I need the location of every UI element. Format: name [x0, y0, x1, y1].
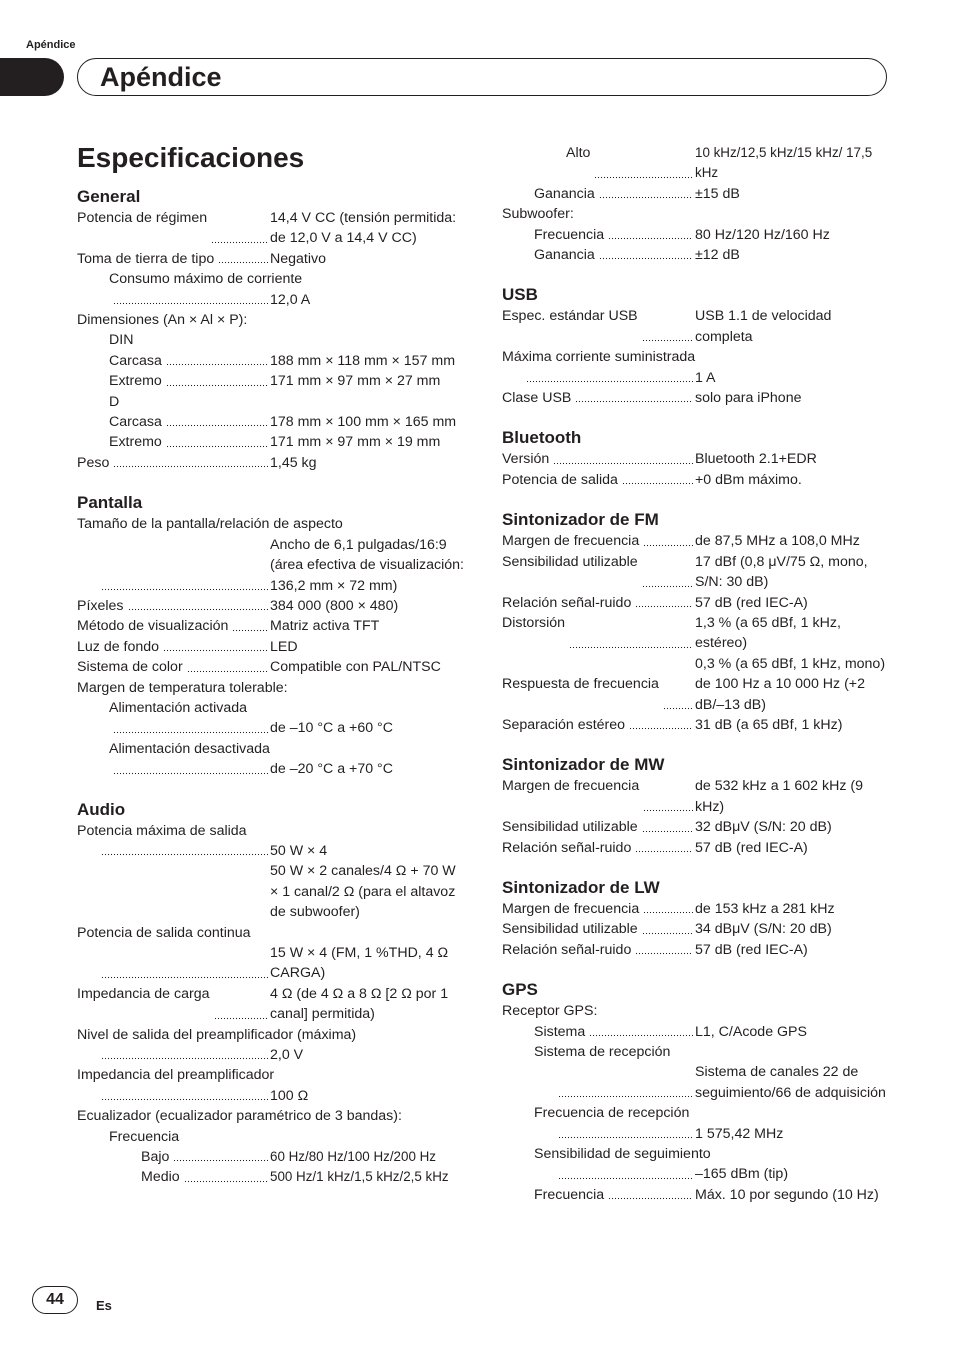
section-fm	[502, 507, 892, 735]
spec-row	[502, 1062, 892, 1103]
spec-label: Bajo	[141, 1149, 170, 1166]
spec-value: 1 575,42 MHz	[695, 1125, 784, 1142]
spec-row	[77, 432, 467, 452]
spec-label: Margen de frecuencia	[502, 778, 640, 795]
spec-row	[77, 1147, 467, 1167]
section-pantalla	[77, 490, 467, 779]
spec-label: Espec. estándar USB	[502, 308, 638, 325]
spec-row	[502, 1164, 892, 1184]
spec-label: Frecuencia	[534, 1186, 605, 1203]
spec-row	[502, 776, 892, 817]
spec-value: ±12 dB	[695, 247, 740, 264]
spec-row	[77, 208, 467, 249]
spec-value: de 87,5 MHz a 108,0 MHz	[695, 533, 860, 550]
section-title-usb: USB	[502, 285, 538, 305]
spec-row	[502, 817, 892, 837]
spec-row	[77, 759, 467, 779]
spec-row	[77, 249, 467, 269]
spec-subheading: Nivel de salida del preamplificador (máxima)	[77, 1026, 357, 1043]
spec-value: de 100 Hz a 10 000 Hz (+2 dB/–13 dB)	[695, 676, 865, 713]
left-column	[77, 184, 467, 1205]
spec-label: Alto	[566, 145, 591, 161]
spec-label: Ganancia	[534, 247, 595, 264]
spec-value: 57 dB (red IEC-A)	[695, 594, 808, 611]
spec-value: 57 dB (red IEC-A)	[695, 839, 808, 856]
spec-label: Clase USB	[502, 390, 572, 407]
spec-label: Extremo	[109, 373, 162, 390]
spec-value: solo para iPhone	[695, 390, 802, 407]
spec-value: 188 mm × 118 mm × 157 mm	[270, 352, 456, 369]
spec-row	[502, 225, 892, 245]
spec-row	[77, 371, 467, 391]
running-head: Apéndice	[26, 39, 76, 51]
spec-row	[502, 1022, 892, 1042]
spec-value: 4 Ω (de 4 Ω a 8 Ω [2 Ω por 1 canal] permitida)	[270, 985, 449, 1023]
spec-value: Bluetooth 2.1+EDR	[695, 451, 817, 468]
spec-row	[77, 861, 467, 922]
spec-label: Peso	[77, 454, 110, 471]
spec-label: Potencia de salida	[502, 471, 618, 488]
spec-label: Relación señal-ruido	[502, 594, 632, 611]
spec-label: Sensibilidad utilizable	[502, 921, 638, 938]
spec-row	[502, 654, 892, 674]
spec-subheading: Margen de temperatura tolerable:	[77, 679, 288, 696]
spec-value: 80 Hz/120 Hz/160 Hz	[695, 226, 830, 243]
section-general	[77, 184, 467, 473]
spec-subheading: Alimentación desactivada	[109, 740, 270, 757]
spec-row	[502, 531, 892, 551]
right-column	[502, 143, 892, 1222]
section-audio	[77, 797, 467, 1188]
spec-value: 17 dBf (0,8 μV/75 Ω, mono, S/N: 30 dB)	[695, 553, 868, 591]
spec-label: Relación señal-ruido	[502, 839, 632, 856]
spec-value: 0,3 % (a 65 dBf, 1 kHz, mono)	[695, 655, 886, 672]
spec-value: 50 W × 4	[270, 842, 328, 859]
spec-row	[502, 449, 892, 469]
spec-value: Sistema de canales 22 de seguimiento/66 de adquisición	[695, 1064, 886, 1101]
spec-value: +0 dBm máximo.	[695, 471, 802, 488]
spec-row	[502, 143, 892, 184]
spec-value: L1, C/Acode GPS	[695, 1023, 807, 1040]
section-lw	[502, 875, 892, 960]
spec-label: Sistema	[534, 1023, 586, 1040]
section-usb	[502, 282, 892, 408]
spec-subheading: Alimentación activada	[109, 699, 248, 716]
spec-value: 1,45 kg	[270, 454, 317, 471]
spec-row	[77, 637, 467, 657]
section-header	[77, 58, 887, 96]
spec-row	[77, 1045, 467, 1065]
spec-value: 34 dBμV (S/N: 20 dB)	[695, 921, 832, 938]
spec-row	[502, 1185, 892, 1205]
spec-value: 500 Hz/1 kHz/1,5 kHz/2,5 kHz	[270, 1169, 449, 1185]
spec-label: Extremo	[109, 434, 162, 451]
spec-label: Sistema de color	[77, 659, 183, 676]
spec-value: 14,4 V CC (tensión permitida: de 12,0 V a 14,4 V CC)	[270, 210, 457, 247]
spec-row	[77, 535, 467, 596]
spec-row	[502, 368, 892, 388]
spec-row	[77, 1167, 467, 1187]
section-title-audio: Audio	[77, 799, 126, 819]
spec-subheading: Tamaño de la pantalla/relación de aspecto	[77, 516, 343, 533]
spec-label: Frecuencia	[534, 226, 605, 243]
spec-value: de –20 °C a +70 °C	[270, 761, 393, 778]
spec-subheading: Ecualizador (ecualizador paramétrico de 3 bandas):	[77, 1108, 402, 1125]
section-tab-marker	[0, 58, 64, 96]
section-header-title: Apéndice	[100, 62, 222, 92]
spec-label: Píxeles	[77, 597, 124, 614]
spec-label: Versión	[502, 451, 550, 468]
spec-subheading: Sistema de recepción	[534, 1044, 671, 1060]
spec-label: Margen de frecuencia	[502, 900, 640, 917]
spec-label: Medio	[141, 1169, 180, 1186]
spec-row	[77, 616, 467, 636]
spec-row	[502, 470, 892, 490]
spec-row	[502, 1124, 892, 1144]
spec-label: Respuesta de frecuencia	[502, 676, 659, 693]
spec-value: de –10 °C a +60 °C	[270, 720, 393, 737]
section-audio-continued	[502, 143, 892, 265]
spec-subheading: Subwoofer:	[502, 206, 574, 223]
spec-subheading: Potencia de salida continua	[77, 924, 251, 941]
spec-value: 2,0 V	[270, 1047, 304, 1064]
language-code: Es	[96, 1298, 112, 1313]
spec-value: 384 000 (800 × 480)	[270, 597, 399, 614]
spec-value: 171 mm × 97 mm × 19 mm	[270, 434, 441, 451]
spec-subheading: Impedancia del preamplificador	[77, 1067, 275, 1084]
spec-label: Carcasa	[109, 352, 162, 369]
spec-value: de 153 kHz a 281 kHz	[695, 900, 835, 917]
spec-row	[502, 306, 892, 347]
section-title-pantalla: Pantalla	[77, 493, 143, 513]
spec-row	[502, 940, 892, 960]
spec-row	[77, 351, 467, 371]
spec-row	[502, 388, 892, 408]
spec-subheading: Frecuencia	[109, 1128, 180, 1145]
spec-subheading: Receptor GPS:	[502, 1003, 598, 1020]
spec-label: Método de visualización	[77, 618, 229, 635]
section-title-fm: Sintonizador de FM	[502, 510, 659, 530]
spec-value: 32 dBμV (S/N: 20 dB)	[695, 819, 832, 836]
spec-value: Máx. 10 por segundo (10 Hz)	[695, 1186, 879, 1203]
spec-value: 12,0 A	[270, 291, 311, 308]
spec-value: 1 A	[695, 369, 716, 386]
spec-label: Relación señal-ruido	[502, 941, 632, 958]
spec-label: Sensibilidad utilizable	[502, 819, 638, 836]
spec-label: Separación estéreo	[502, 716, 626, 733]
spec-row	[502, 838, 892, 858]
spec-value: 31 dB (a 65 dBf, 1 kHz)	[695, 716, 843, 733]
section-title-bluetooth: Bluetooth	[502, 428, 582, 448]
spec-row	[77, 718, 467, 738]
spec-value: –165 dBm (tip)	[695, 1166, 789, 1183]
spec-value: 100 Ω	[270, 1087, 309, 1104]
spec-subheading: Dimensiones (An × Al × P):	[77, 312, 248, 329]
section-bluetooth	[502, 425, 892, 490]
section-title-mw: Sintonizador de MW	[502, 755, 665, 775]
spec-row	[77, 984, 467, 1025]
spec-value: Compatible con PAL/NTSC	[270, 659, 441, 676]
spec-subheading: Potencia máxima de salida	[77, 822, 247, 839]
spec-value: 50 W × 2 canales/4 Ω + 70 W × 1 canal/2 Ω (para el altavoz de subwoofer)	[270, 863, 456, 921]
section-mw	[502, 752, 892, 858]
section-title-lw: Sintonizador de LW	[502, 877, 660, 897]
spec-label: Toma de tierra de tipo	[77, 250, 215, 267]
spec-row	[502, 919, 892, 939]
spec-value: 60 Hz/80 Hz/100 Hz/200 Hz	[270, 1149, 436, 1165]
spec-value: 15 W × 4 (FM, 1 %THD, 4 Ω CARGA)	[270, 945, 449, 982]
spec-row	[502, 613, 892, 654]
spec-row	[77, 1086, 467, 1106]
page-number: 44	[32, 1286, 78, 1314]
spec-value: USB 1.1 de velocidad completa	[695, 308, 832, 345]
spec-value: LED	[270, 638, 298, 655]
spec-label: Ganancia	[534, 185, 595, 202]
spec-value: ±15 dB	[695, 185, 740, 202]
spec-label: Distorsión	[502, 614, 566, 631]
spec-value: 57 dB (red IEC-A)	[695, 941, 808, 958]
spec-row	[502, 245, 892, 265]
spec-subheading: Máxima corriente suministrada	[502, 349, 696, 366]
spec-row	[502, 552, 892, 593]
section-title-general: General	[77, 187, 141, 206]
section-title-gps: GPS	[502, 980, 538, 1000]
spec-label: Carcasa	[109, 414, 162, 431]
spec-value: Ancho de 6,1 pulgadas/16:9 (área efectiva de visualización: 136,2 mm × 72 mm)	[270, 536, 464, 594]
spec-subheading: Sensibilidad de seguimiento	[534, 1146, 711, 1163]
spec-value: 171 mm × 97 mm × 27 mm	[270, 373, 441, 390]
section-gps	[502, 977, 892, 1205]
spec-row	[502, 184, 892, 204]
spec-label: Potencia de régimen	[77, 210, 208, 226]
spec-row	[502, 899, 892, 919]
spec-subheading: D	[109, 393, 120, 410]
spec-subheading: DIN	[109, 332, 134, 349]
spec-row	[77, 943, 467, 984]
spec-row	[77, 841, 467, 861]
spec-row	[77, 596, 467, 616]
spec-row	[502, 674, 892, 715]
spec-row	[502, 715, 892, 735]
spec-row	[77, 453, 467, 473]
spec-value: Negativo	[270, 250, 326, 267]
spec-value: Matriz activa TFT	[270, 618, 380, 635]
spec-row	[77, 290, 467, 310]
spec-row	[77, 657, 467, 677]
spec-subheading: Frecuencia de recepción	[534, 1105, 690, 1122]
page-title: Especificaciones	[77, 142, 305, 173]
spec-value: 178 mm × 100 mm × 165 mm	[270, 414, 457, 431]
spec-subheading: Consumo máximo de corriente	[109, 271, 303, 288]
spec-value: de 532 kHz a 1 602 kHz (9 kHz)	[695, 778, 863, 815]
spec-label: Margen de frecuencia	[502, 533, 640, 550]
spec-value: 10 kHz/12,5 kHz/15 kHz/ 17,5 kHz	[695, 145, 873, 181]
spec-label: Luz de fondo	[77, 638, 160, 655]
spec-label: Impedancia de carga	[77, 985, 210, 1002]
spec-label: Sensibilidad utilizable	[502, 553, 638, 570]
spec-row	[502, 593, 892, 613]
spec-row	[77, 412, 467, 432]
spec-value: 1,3 % (a 65 dBf, 1 kHz, estéreo)	[695, 614, 841, 652]
